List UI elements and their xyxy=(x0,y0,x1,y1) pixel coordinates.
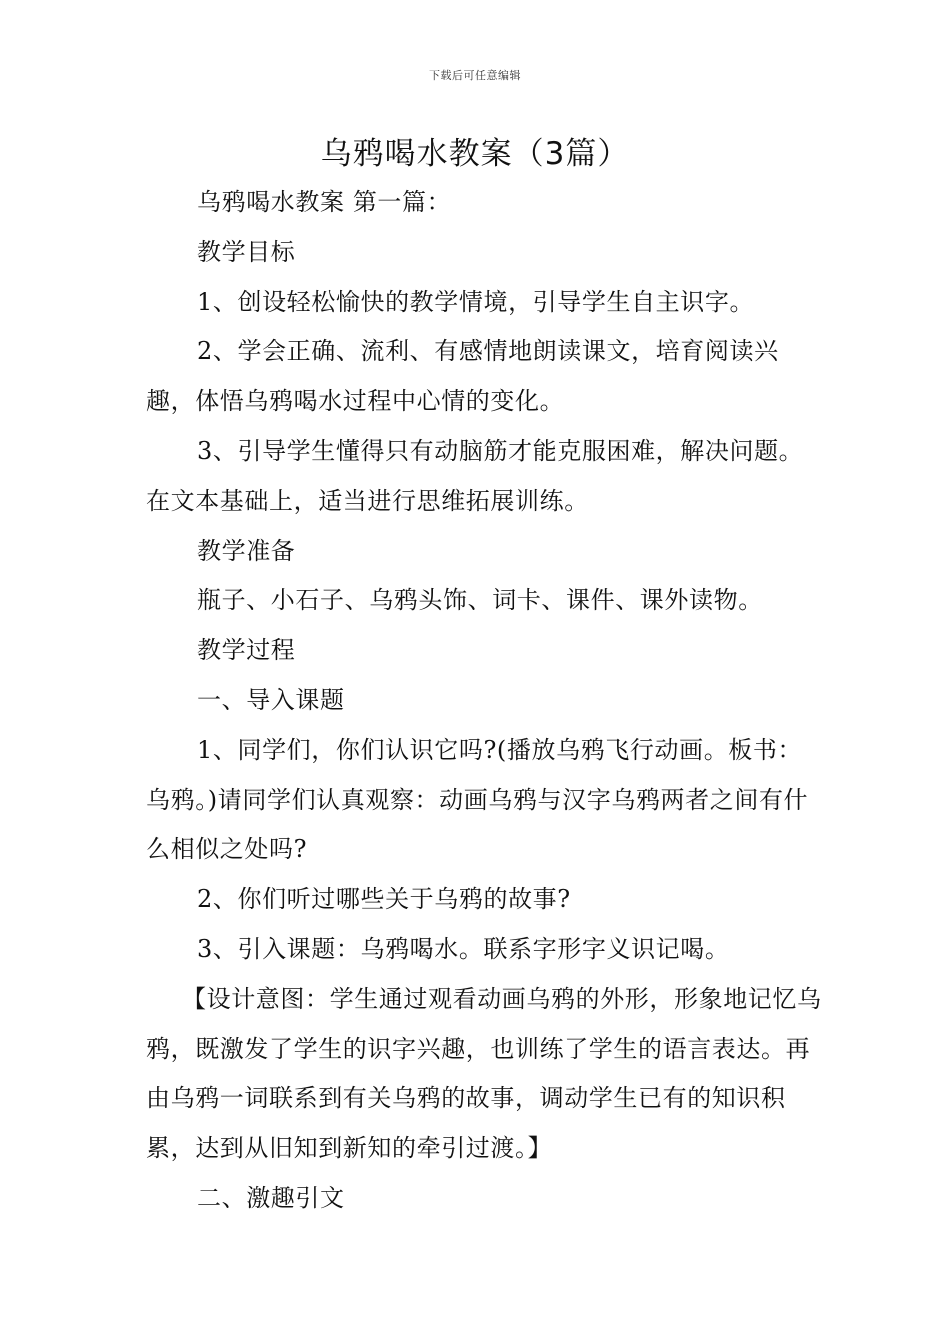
section-heading-process: 教学过程 xyxy=(197,636,296,665)
preparation-materials: 瓶子、小石子、乌鸦头饰、词卡、课件、课外读物。 xyxy=(197,586,763,615)
goal-item-2: 2、学会正确、流利、有感情地朗读课文，培育阅读兴趣，体悟乌鸦喝水过程中心情的变化。 xyxy=(146,337,779,416)
goal-item-1: 1、创设轻松愉快的教学情境，引导学生自主识字。 xyxy=(197,287,755,316)
process-item-3: 3、引入课题：乌鸦喝水。联系字形字义识记喝。 xyxy=(197,934,730,963)
process-step-heading-1: 一、导入课题 xyxy=(197,685,345,714)
document-body xyxy=(146,178,826,1224)
process-item-1: 1、同学们，你们认识它吗?(播放乌鸦飞行动画。板书：乌鸦。)请同学们认真观察：动画乌鸦与汉字乌鸦两者之间有什么相似之处吗? xyxy=(146,735,809,864)
process-step-heading-2: 二、激趣引文 xyxy=(197,1183,345,1212)
page-title: 乌鸦喝水教案（3篇） xyxy=(320,136,630,172)
section-heading-first-lesson: 乌鸦喝水教案 第一篇： xyxy=(197,188,452,216)
design-intent-note: 【设计意图：学生通过观看动画乌鸦的外形，形象地记忆乌鸦，既激发了学生的识字兴趣，也训练了学生的语言表达。再由乌鸦一词联系到有关乌鸦的故事，调动学生已有的知识积累，达到从旧知到新知的牵引过渡。】 xyxy=(146,984,822,1163)
process-item-2: 2、你们听过哪些关于乌鸦的故事? xyxy=(197,885,571,914)
download-note: 下载后可任意编辑 xyxy=(429,69,521,82)
section-heading-teaching-goals: 教学目标 xyxy=(197,237,296,266)
goal-item-3: 3、引导学生懂得只有动脑筋才能克服困难，解决问题。在文本基础上，适当进行思维拓展训练。 xyxy=(146,436,804,515)
section-heading-preparation: 教学准备 xyxy=(197,536,296,565)
